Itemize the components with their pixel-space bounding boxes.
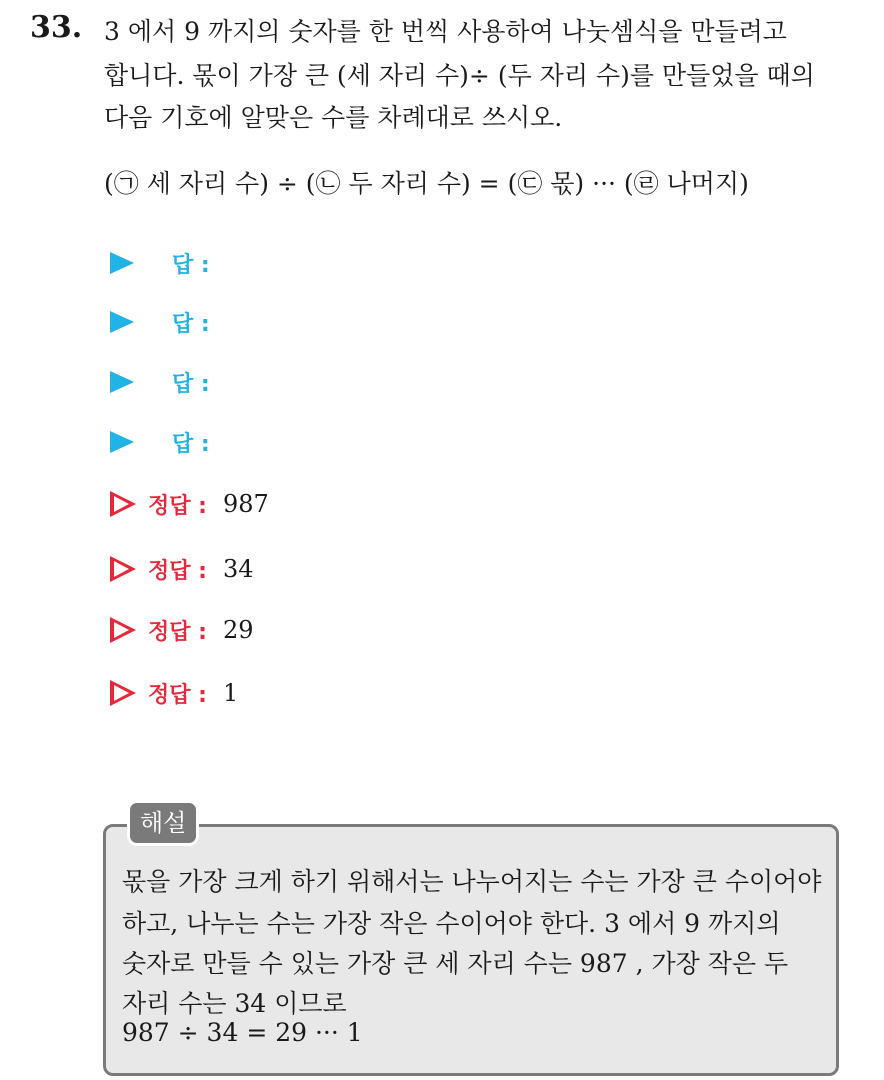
answer-row[interactable] (110, 243, 210, 283)
play-triangle-icon (110, 252, 134, 274)
correct-answer-label: 정답 : (148, 682, 207, 708)
question-number: 33. (30, 10, 83, 45)
answer-label: 답 : (172, 252, 210, 278)
explanation-line-3: 숫자로 만들 수 있는 가장 큰 세 자리 수는 987 , 가장 작은 두 (122, 949, 789, 978)
outline-triangle-icon (110, 617, 136, 643)
play-triangle-icon (110, 431, 134, 453)
correct-answer-row (110, 484, 269, 524)
correct-answer-value: 29 (222, 616, 254, 644)
answer-row[interactable] (110, 362, 210, 402)
answer-row[interactable] (110, 302, 210, 342)
explanation-line-5: 987 ÷ 34 = 29 ··· 1 (122, 1018, 363, 1047)
correct-answer-row (110, 673, 238, 713)
explanation-tag: 해설 (127, 800, 199, 846)
explanation-line-4: 자리 수는 34 이므로 (122, 989, 347, 1018)
answer-label: 답 : (172, 431, 210, 457)
correct-answer-value: 987 (222, 490, 269, 518)
outline-triangle-icon (110, 491, 136, 517)
answer-label: 답 : (172, 311, 210, 337)
play-triangle-icon (110, 311, 134, 333)
answer-label: 답 : (172, 371, 210, 397)
correct-answer-label: 정답 : (148, 619, 207, 645)
correct-answer-value: 1 (222, 679, 239, 707)
question-text-line-2: 합니다. 몫이 가장 큰 (세 자리 수)÷ (두 자리 수)를 만들었을 때의 (104, 61, 815, 90)
correct-answer-row (110, 549, 254, 589)
question-text-line-3: 다음 기호에 알맞은 수를 차례대로 쓰시오. (104, 103, 563, 132)
explanation-line-2: 하고, 나누는 수는 가장 작은 수이어야 한다. 3 에서 9 까지의 (122, 909, 781, 938)
correct-answer-label: 정답 : (148, 558, 207, 584)
correct-answer-row (110, 610, 254, 650)
explanation-line-1: 몫을 가장 크게 하기 위해서는 나누어지는 수는 가장 큰 수이어야 (122, 867, 822, 896)
division-formula: (㉠ 세 자리 수) ÷ (㉡ 두 자리 수) = (㉢ 몫) ··· (㉣ 나머지) (104, 169, 749, 198)
outline-triangle-icon (110, 680, 136, 706)
correct-answer-label: 정답 : (148, 493, 207, 519)
play-triangle-icon (110, 371, 134, 393)
correct-answer-value: 34 (222, 555, 254, 583)
question-text-line-1: 3 에서 9 까지의 숫자를 한 번씩 사용하여 나눗셈식을 만들려고 (104, 17, 787, 46)
answer-row[interactable] (110, 422, 210, 462)
outline-triangle-icon (110, 556, 136, 582)
